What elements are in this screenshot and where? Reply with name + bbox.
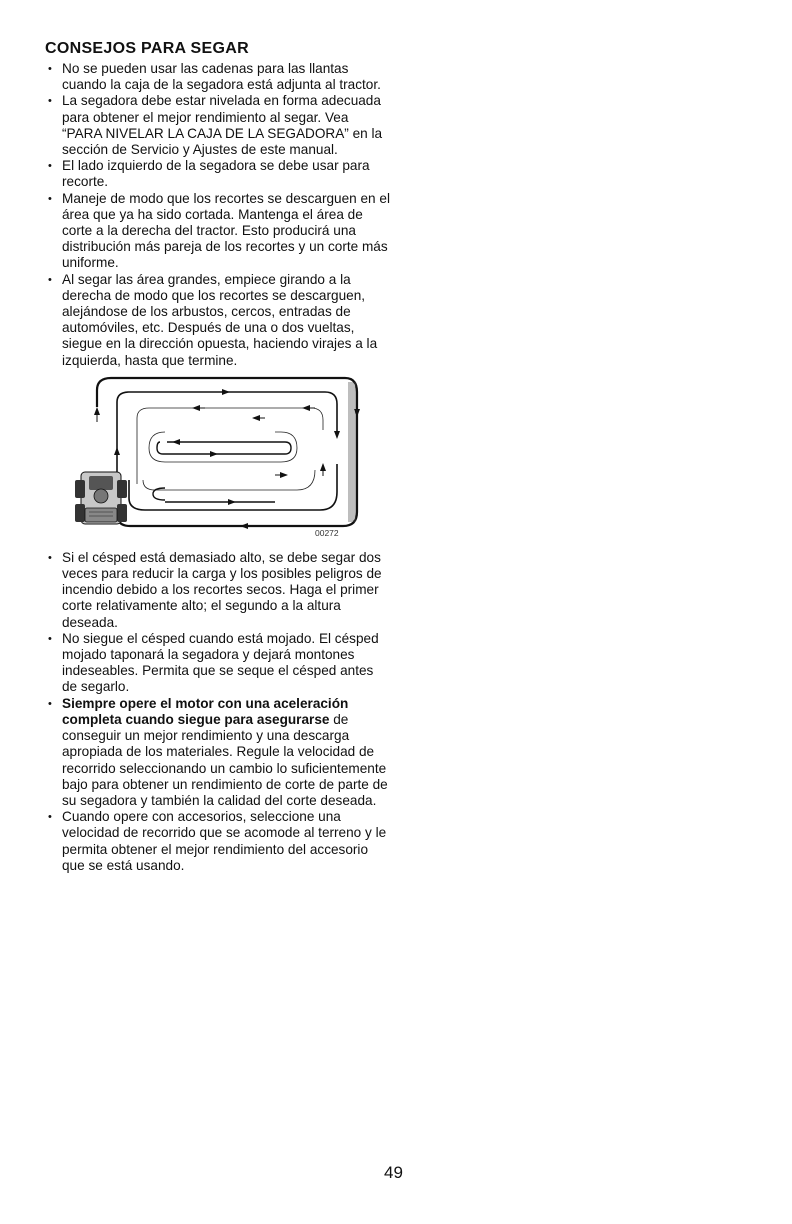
bold-text: Siempre opere el motor con una aceleración completa cuando siegue para asegurarse	[62, 695, 349, 727]
list-item: • Maneje de modo que los recortes se descarguen en el área que ya ha sido cortada. Mantenga el área de corte a la derecha del tractor. Esto producirá una distribución más pareja de los recortes y un corte más uniforme.	[45, 191, 390, 272]
figure-code: 00272	[315, 527, 339, 538]
tips-list-bottom	[45, 550, 390, 874]
tractor-icon	[75, 472, 127, 524]
second-path-line	[117, 392, 337, 494]
body-text: de conseguir un mejor rendimiento y una descarga apropiada de los materiales. Regule la velocidad de recorrido seleccionando un cambio lo suficientemente bajo para obtener un rendimiento de corte de parte de su segadora y también la calidad del corte deseada.	[62, 711, 388, 808]
outer-path-line	[97, 378, 357, 526]
main-column	[45, 40, 390, 874]
mowing-pattern-diagram	[45, 372, 390, 547]
list-item: • Si el césped está demasiado alto, se debe segar dos veces para reducir la carga y los posibles peligros de incendio debido a los recortes secos. Haga el primer corte relativamente alto; el segundo a la altura deseada.	[45, 550, 390, 631]
list-item	[45, 696, 390, 809]
list-item: • El lado izquierdo de la segadora se debe usar para recorte.	[45, 158, 390, 190]
list-item: • No siegue el césped cuando está mojado. El césped mojado taponará la segadora y dejará montones indeseables. Permita que se seque el césped antes de segarlo.	[45, 631, 390, 696]
list-item: • La segadora debe estar nivelada en forma adecuada para obtener el mejor rendimiento al segar. Vea “PARA NIVELAR LA CAJA DE LA SEGADORA” en la sección de Servicio y Ajustes de este manual.	[45, 93, 390, 158]
list-item: • Al segar las área grandes, empiece girando a la derecha de modo que los recortes se descarguen, alejándose de los arbustos, cercos, entradas de automóviles, etc. Después de una o dos vueltas, siegue en la dirección opuesta, haciendo virajes a la izquierda, hasta que termine.	[45, 272, 390, 369]
mowing-pattern-illustration	[45, 372, 390, 547]
list-item: • Cuando opere con accesorios, seleccione una velocidad de recorrido que se acomode al terreno y le permita obtener el mejor rendimiento del accesorio que se está usando.	[45, 809, 390, 874]
page-number: 49	[384, 1163, 403, 1182]
section-heading: CONSEJOS PARA SEGAR	[45, 40, 249, 57]
list-item: • No se pueden usar las cadenas para las llantas cuando la caja de la segadora está adjunta al tractor.	[45, 61, 390, 93]
hatch-right	[349, 382, 355, 522]
tips-list-top	[45, 61, 390, 369]
